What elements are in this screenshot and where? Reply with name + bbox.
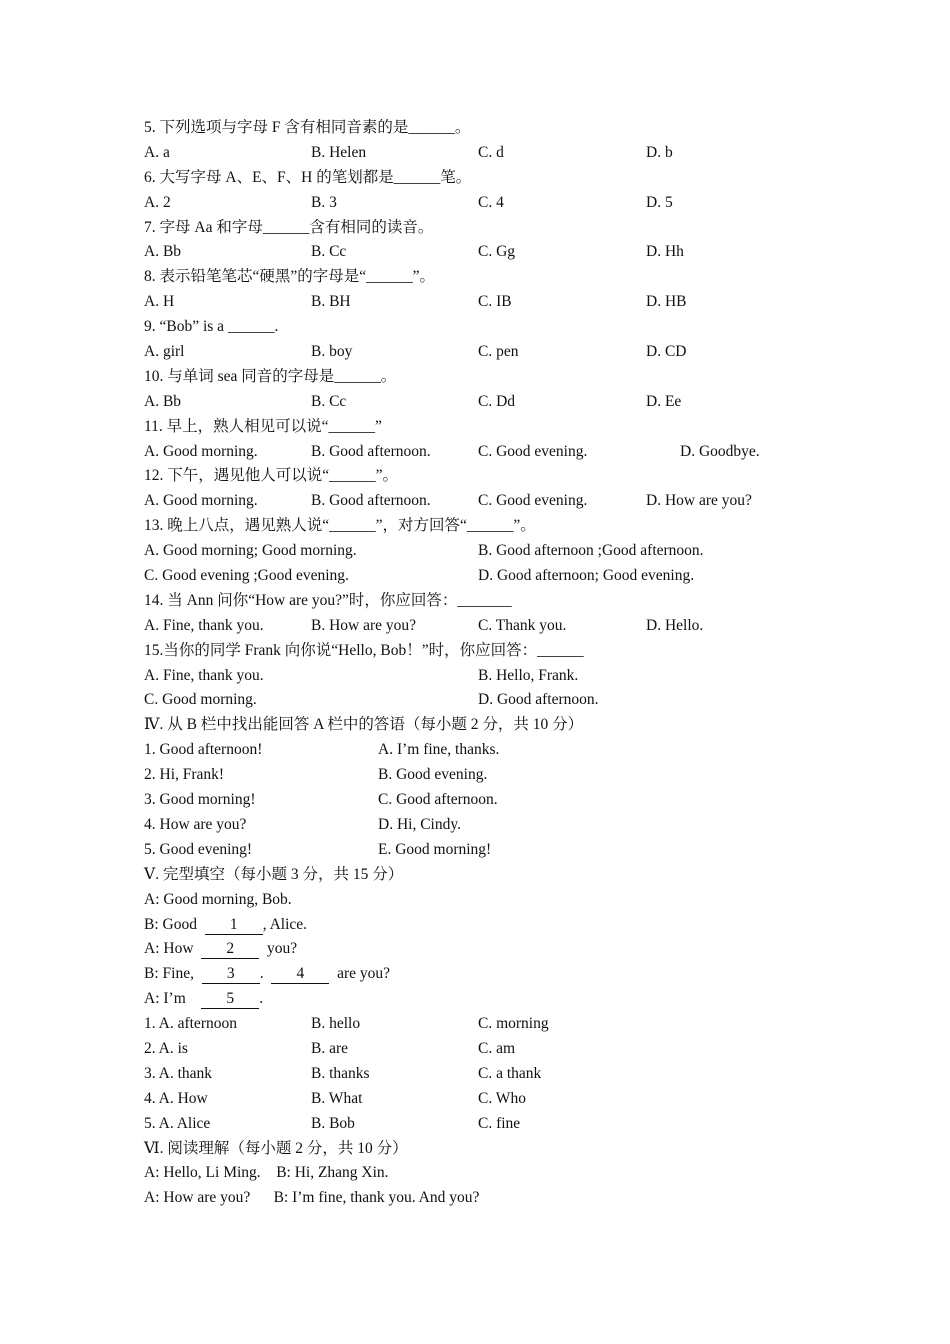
option-row — [144, 390, 844, 415]
column-a-item: 3. Good morning! — [144, 791, 256, 809]
dialog-line — [144, 962, 844, 987]
option-c: C. morning — [478, 1015, 549, 1033]
option-a: A. Good morning. — [144, 442, 258, 460]
option-a: A. Bb — [144, 392, 182, 410]
stem-text: 9. “Bob” is a ______. — [144, 318, 279, 336]
option-row — [144, 664, 844, 689]
option-row — [144, 290, 844, 315]
option-d: D. HB — [646, 293, 687, 311]
dialog-text — [144, 913, 307, 938]
option-b: B. How are you? — [311, 616, 417, 634]
stem-text: 8. 表示铅笔笔芯“硬黑”的字母是“______”。 — [144, 268, 436, 286]
dialog-b-text: B: Hi, Zhang Xin. — [276, 1164, 389, 1182]
option-row — [144, 1037, 844, 1062]
stem-text: 7. 字母 Aa 和字母______含有相同的读音。 — [144, 218, 434, 236]
question-stem — [144, 315, 844, 340]
option-c: C. d — [478, 143, 504, 161]
section-title — [144, 863, 844, 888]
dialog-line — [144, 1161, 844, 1186]
option-b: B. boy — [311, 343, 353, 361]
section-6-title: Ⅵ. 阅读理解（每小题 2 分，共 10 分） — [144, 1139, 408, 1157]
option-row — [144, 688, 844, 713]
dialog-a-text: A: Hello, Li Ming. — [144, 1164, 261, 1182]
dialog-speaker-text: A: I’m — [144, 990, 186, 1008]
section-title — [144, 1137, 844, 1162]
question-stem — [144, 265, 844, 290]
option-c: C. Who — [478, 1089, 526, 1107]
blank-4: 4 — [271, 965, 329, 984]
option-b: B. Cc — [311, 392, 347, 410]
option-row — [144, 191, 844, 216]
stem-text: 12. 下午，遇见他人可以说“______”。 — [144, 467, 399, 485]
blank-5: 5 — [201, 990, 259, 1009]
dialog-text — [144, 937, 297, 962]
option-b: B. Bob — [311, 1114, 355, 1132]
stem-text: 6. 大写字母 A、E、F、H 的笔划都是______笔。 — [144, 168, 472, 186]
option-row — [144, 340, 844, 365]
option-a: 4. A. How — [144, 1089, 208, 1107]
column-b-item: A. I’m fine, thanks. — [378, 741, 500, 759]
column-a-item: 2. Hi, Frank! — [144, 766, 225, 784]
option-a: 5. A. Alice — [144, 1114, 211, 1132]
dialog-punct: . — [259, 990, 264, 1008]
option-a: A. girl — [144, 343, 185, 361]
match-row — [144, 763, 844, 788]
option-c: C. fine — [478, 1114, 521, 1132]
match-row — [144, 813, 844, 838]
dialog-line — [144, 1186, 844, 1211]
column-a-item: 5. Good evening! — [144, 840, 253, 858]
option-b: B. 3 — [311, 193, 337, 211]
question-stem — [144, 116, 844, 141]
stem-text: 5. 下列选项与字母 F 含有相同音素的是______。 — [144, 119, 471, 136]
option-a: A. Fine, thank you. — [144, 666, 264, 684]
column-b-item: C. Good afternoon. — [378, 791, 498, 809]
dialog-punct: . — [259, 965, 264, 983]
question-stem — [144, 589, 844, 614]
option-a: A. 2 — [144, 193, 171, 211]
option-row — [144, 240, 844, 265]
option-b: B. hello — [311, 1015, 361, 1033]
option-row — [144, 539, 844, 564]
question-stem — [144, 216, 844, 241]
option-b: B. Helen — [311, 143, 367, 161]
dialog-tail-text: are you? — [337, 965, 391, 983]
option-c: C. Good morning. — [144, 691, 257, 709]
option-row — [144, 489, 844, 514]
option-row — [144, 1112, 844, 1137]
option-c: C. Thank you. — [478, 616, 567, 634]
dialog-tail-text: , Alice. — [262, 915, 308, 933]
blank-2: 2 — [201, 940, 259, 959]
match-row — [144, 788, 844, 813]
match-row — [144, 838, 844, 863]
dialog-tail-text: you? — [267, 940, 298, 958]
dialog-text: A: Good morning, Bob. — [144, 890, 292, 908]
option-row — [144, 1012, 844, 1037]
column-a-item: 4. How are you? — [144, 815, 247, 833]
column-b-item: B. Good evening. — [378, 766, 488, 784]
section-4-title: Ⅳ. 从 B 栏中找出能回答 A 栏中的答语（每小题 2 分，共 10 分） — [144, 716, 584, 734]
worksheet — [144, 116, 844, 1211]
stem-text: 13. 晚上八点，遇见熟人说“______”，对方回答“______”。 — [144, 517, 536, 535]
stem-text: 11. 早上，熟人相见可以说“______” — [144, 417, 382, 435]
section-title — [144, 713, 844, 738]
stem-text: 15.当你的同学 Frank 向你说“Hello, Bob！”时，你应回答：______ — [144, 641, 584, 659]
dialog-speaker-text: B: Fine, — [144, 965, 194, 983]
option-d: D. Good afternoon; Good evening. — [478, 567, 695, 585]
option-b: B. BH — [311, 293, 351, 311]
option-a: A. Good morning; Good morning. — [144, 542, 357, 560]
option-d: D. Ee — [646, 392, 682, 410]
question-stem — [144, 464, 844, 489]
option-a: 3. A. thank — [144, 1064, 213, 1082]
dialog-text — [144, 987, 263, 1012]
option-c: C. Good evening ;Good evening. — [144, 567, 349, 585]
dialog-text — [144, 962, 390, 987]
option-row — [144, 1062, 844, 1087]
option-row — [144, 141, 844, 166]
option-a: A. a — [144, 143, 170, 161]
option-a: A. Good morning. — [144, 492, 258, 510]
option-c: C. Good evening. — [478, 492, 588, 510]
option-b: B. Good afternoon. — [311, 442, 431, 460]
option-d: D. CD — [646, 343, 687, 361]
dialog-text — [144, 1161, 389, 1186]
question-stem — [144, 639, 844, 664]
option-a: 2. A. is — [144, 1039, 188, 1057]
question-stem — [144, 166, 844, 191]
option-row — [144, 614, 844, 639]
option-b: B. are — [311, 1039, 349, 1057]
option-c: C. am — [478, 1039, 516, 1057]
option-c: C. pen — [478, 343, 519, 361]
option-d: D. b — [646, 143, 673, 161]
option-c: C. a thank — [478, 1064, 542, 1082]
option-d: D. 5 — [646, 193, 673, 211]
option-d: D. Hh — [646, 243, 684, 261]
blank-3: 3 — [202, 965, 260, 984]
question-stem — [144, 415, 844, 440]
question-stem — [144, 514, 844, 539]
option-b: B. Hello, Frank. — [478, 666, 579, 684]
option-b: B. Cc — [311, 243, 347, 261]
option-b: B. Good afternoon. — [311, 492, 431, 510]
stem-text: 14. 当 Ann 问你“How are you?”时，你应回答：_______ — [144, 591, 512, 609]
option-d: D. Goodbye. — [680, 442, 760, 460]
option-c: C. Dd — [478, 392, 516, 410]
stem-text: 10. 与单词 sea 同音的字母是______。 — [144, 367, 397, 385]
column-b-item: D. Hi, Cindy. — [378, 815, 461, 833]
option-d: D. How are you? — [646, 492, 752, 510]
option-c: C. IB — [478, 293, 512, 311]
dialog-speaker-text: A: How — [144, 940, 194, 958]
match-row — [144, 738, 844, 763]
option-b: B. What — [311, 1089, 363, 1107]
option-c: C. Gg — [478, 243, 516, 261]
option-row — [144, 440, 844, 465]
column-a-item: 1. Good afternoon! — [144, 741, 263, 759]
option-b: B. thanks — [311, 1064, 370, 1082]
dialog-line — [144, 987, 844, 1012]
option-b: B. Good afternoon ;Good afternoon. — [478, 542, 704, 560]
dialog-text — [144, 1186, 479, 1211]
option-c: C. 4 — [478, 193, 504, 211]
option-a: A. Bb — [144, 243, 182, 261]
blank-1: 1 — [205, 916, 263, 935]
option-d: D. Good afternoon. — [478, 691, 599, 709]
dialog-line — [144, 937, 844, 962]
option-row — [144, 1087, 844, 1112]
option-a: 1. A. afternoon — [144, 1015, 237, 1033]
option-d: D. Hello. — [646, 616, 704, 634]
option-a: A. Fine, thank you. — [144, 616, 264, 634]
question-stem — [144, 365, 844, 390]
section-5-title: Ⅴ. 完型填空（每小题 3 分，共 15 分） — [144, 865, 404, 883]
dialog-speaker-text: B: Good — [144, 915, 197, 933]
dialog-line — [144, 913, 844, 938]
option-c: C. Good evening. — [478, 442, 588, 460]
option-a: A. H — [144, 293, 175, 311]
dialog-a-text: A: How are you? — [144, 1189, 251, 1207]
column-b-item: E. Good morning! — [378, 840, 492, 858]
option-row — [144, 564, 844, 589]
dialog-line — [144, 888, 844, 913]
dialog-b-text: B: I’m fine, thank you. And you? — [273, 1189, 480, 1207]
